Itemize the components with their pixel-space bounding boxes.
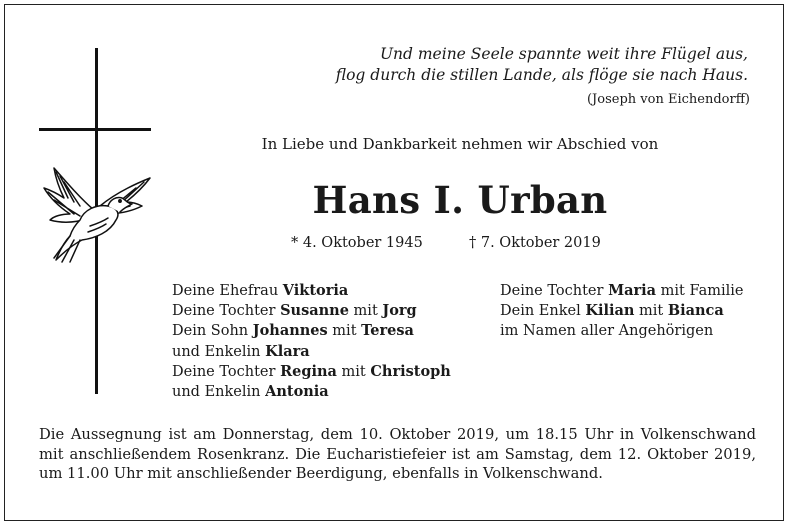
mourner-line: Dein Sohn Johannes mit Teresa	[172, 322, 414, 340]
poem-line-2: flog durch die stillen Lande, als flöge sie nach Haus.	[335, 66, 748, 84]
mourner-line: Deine Tochter Regina mit Christoph	[172, 362, 451, 380]
cross-horizontal-bar	[39, 128, 151, 131]
mourners-right-column	[500, 281, 743, 342]
mourner-line: im Namen aller Angehörigen	[500, 323, 714, 340]
mourner-line: Deine Ehefrau Viktoria	[172, 282, 349, 299]
poem-author: (Joseph von Eichendorff)	[586, 92, 750, 107]
poem-quote	[336, 44, 748, 86]
mourners-left-column	[172, 281, 451, 402]
mourner-line: und Enkelin Klara	[172, 342, 310, 360]
mourner-line: Dein Enkel Kilian mit Bianca	[500, 302, 724, 320]
birth-date: * 4. Oktober 1945	[291, 235, 423, 251]
mourner-line: Deine Tochter Maria mit Familie	[500, 282, 744, 299]
intro-text: In Liebe und Dankbarkeit nehmen wir Abschied von	[261, 135, 659, 153]
mourner-line: Deine Tochter Susanne mit Jorg	[172, 302, 417, 320]
funeral-details: Die Aussegnung ist am Donnerstag, dem 10. Oktober 2019, um 18.15 Uhr in Volkenschwand mit anschließendem Rosenkranz. Die Eucharistiefeier ist am Samstag, dem 12. Oktober 2019, um 11.00 Uhr mit anschließender Beerdigung, ebenfalls in Volkenschwand.	[39, 426, 756, 482]
mourner-line: und Enkelin Antonia	[172, 383, 329, 401]
death-date: † 7. Oktober 2019	[469, 235, 601, 251]
poem-line-1: Und meine Seele spannte weit ihre Flügel aus,	[379, 45, 748, 63]
deceased-name: Hans I. Urban	[312, 178, 608, 222]
